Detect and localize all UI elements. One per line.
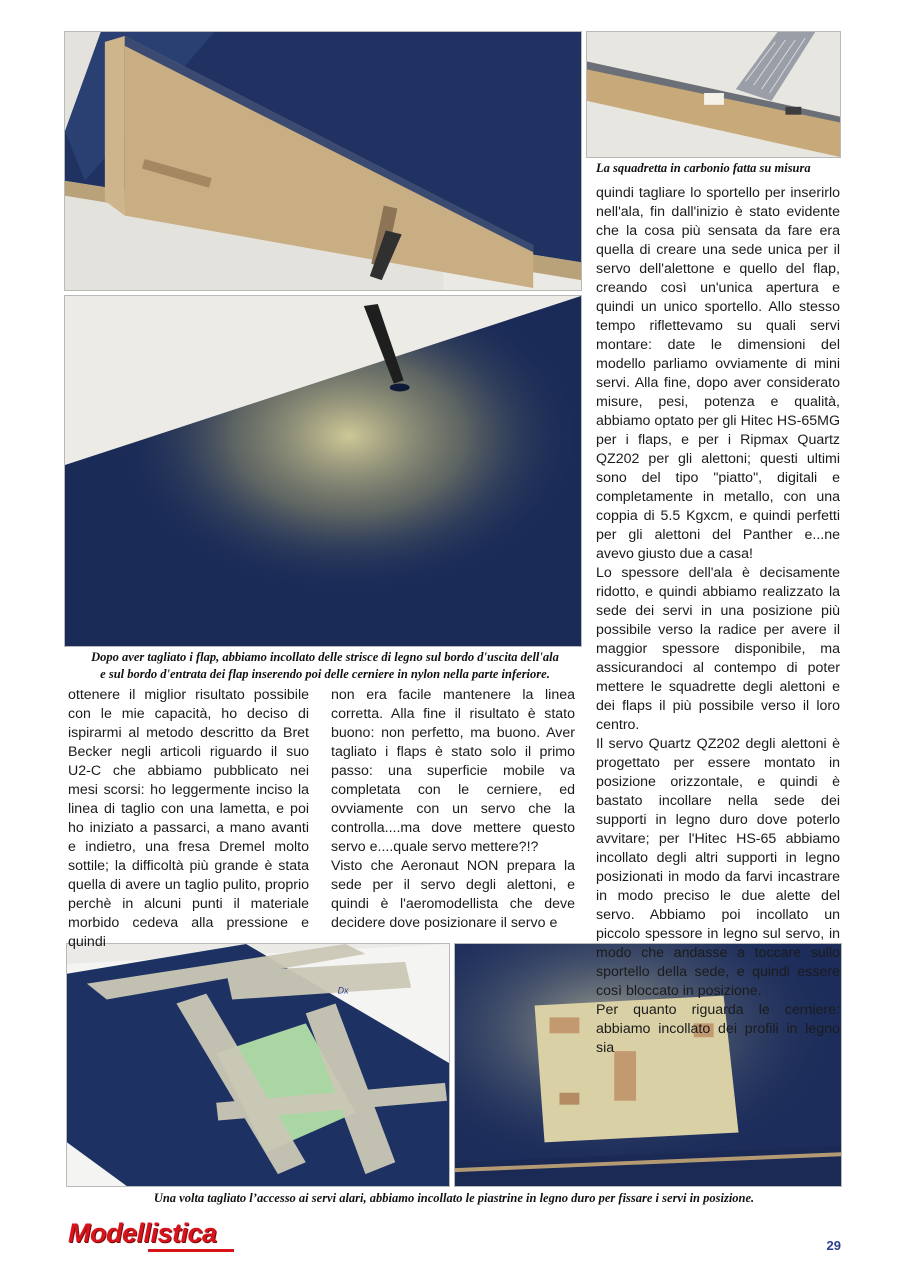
column-3-paragraph-4: Per quanto riguarda le cerniere: abbiamo incollato dei profili in legno sia <box>596 1002 840 1056</box>
column-1-paragraph: ottenere il miglior risultato possibile con le mie capacità, ho deciso di ispirarmi al metodo descritto da Bret Becker negli articoli riguardo il suo U2-C che abbiamo pubblicato nei mesi scorsi: ho leggermente inciso la linea di taglio con una lametta, e poi ho iniziato a passarci, a mano avanti e indietro, una fresa Dremel molto sottile; la difficoltà più grande è stata quella di avere un taglio pulito, proprio perchè in alcuni punti il materiale morbido cedeva alla pressione e quindi <box>68 687 309 950</box>
masked-hatch-image <box>67 944 449 1186</box>
photo-wing-edge <box>64 31 582 291</box>
wing-surface-image <box>65 296 581 646</box>
article-column-3 <box>596 184 840 1058</box>
column-2-paragraph-2: Visto che Aeronaut NON prepara la sede per il servo degli alettoni, e quindi è l'aeromodellista che deve decidere dove posizionare il servo e <box>331 858 575 931</box>
logo-underline <box>148 1249 234 1252</box>
photo-servo-arm <box>586 31 841 158</box>
caption-servo-arm: La squadretta in carbonio fatta su misura <box>596 161 811 175</box>
servo-arm-image <box>587 32 840 157</box>
column-2-paragraph-1: non era facile mantenere la linea corretta. Alla fine il risultato è stato buono: non perfetto, ma buono. Aver tagliato i flaps è stato solo il primo passo: una superficie mobile va completata con le cerniere, ed ovviamente con un servo che la controlla....ma dove mettere questo servo e....quale servo mettere?!? <box>331 687 575 855</box>
magazine-logo: Modellistica <box>68 1218 217 1248</box>
column-3-paragraph-1: quindi tagliare lo sportello per inserirlo nell'ala, fin dall'inizio è stato evidente che la cosa più sensata da fare era quella di creare una sede unica per il servo dell'alettone e quello del flap, creando così un'unica apertura e quindi un unico sportello. Allo stesso tempo riflettevamo su quali servi montare: date le dimensioni del modello parliamo ovviamente di mini servi. Alla fine, dopo aver considerato misure, pesi, potenza e qualità, abbiamo optato per gli Hitec HS-65MG per i flaps, e per i Ripmax Quartz QZ202 per gli alettoni; questi ultimi sono del tipo "piatto", digitali e completamente in metallo, con una coppia di 5.5 Kgxcm, e quindi perfetti per gli alettoni del Panther e...ne avevo giusto due a casa! <box>596 185 840 562</box>
article-column-1 <box>68 686 309 952</box>
photo-wing-surface <box>64 295 582 647</box>
photo-masked-hatch <box>66 943 450 1187</box>
page-number: 29 <box>826 1238 841 1253</box>
caption-servo-bay: Una volta tagliato l’accesso ai servi alari, abbiamo incollato le piastrine in legno duro per fissare i servi in posizione. <box>153 1191 755 1205</box>
caption-flaps-line2: e sul bordo d'entrata dei flap inserendo poi delle cerniere in nylon nella parte inferiore. <box>100 667 550 681</box>
caption-flaps-line1: Dopo aver tagliato i flap, abbiamo incollato delle strisce di legno sul bordo d'uscita dell'ala <box>91 650 559 664</box>
svg-text:Dx: Dx <box>337 985 349 996</box>
column-3-paragraph-3: Il servo Quartz QZ202 degli alettoni è progettato per essere montato in posizione orizzontale, e quindi è bastato incollare nella sede dei supporti in legno duro dove poterlo avvitare; per l'Hitec HS-65 abbiamo incollato degli altri supporti in legno posizionati in modo da farvi incastrare in modo preciso le due alette del servo. Abbiamo poi incollato un piccolo spessore in legno sul servo, in modo che andasse a toccare sullo sportello della sede, e quindi essere così bloccato in posizione. <box>596 736 840 999</box>
article-column-2 <box>331 686 575 933</box>
caption-flaps <box>68 649 582 683</box>
column-3-paragraph-2: Lo spessore dell'ala è decisamente ridotto, e quindi abbiamo realizzato la sede dei servi in una posizione più possibile verso la radice per avere il maggior spessore disponibile, ma assicurandoci al contempo di poter mettere le squadrette degli alettoni e dei flaps il più possibile verso il loro centro. <box>596 565 840 733</box>
wing-edge-image <box>65 32 581 290</box>
